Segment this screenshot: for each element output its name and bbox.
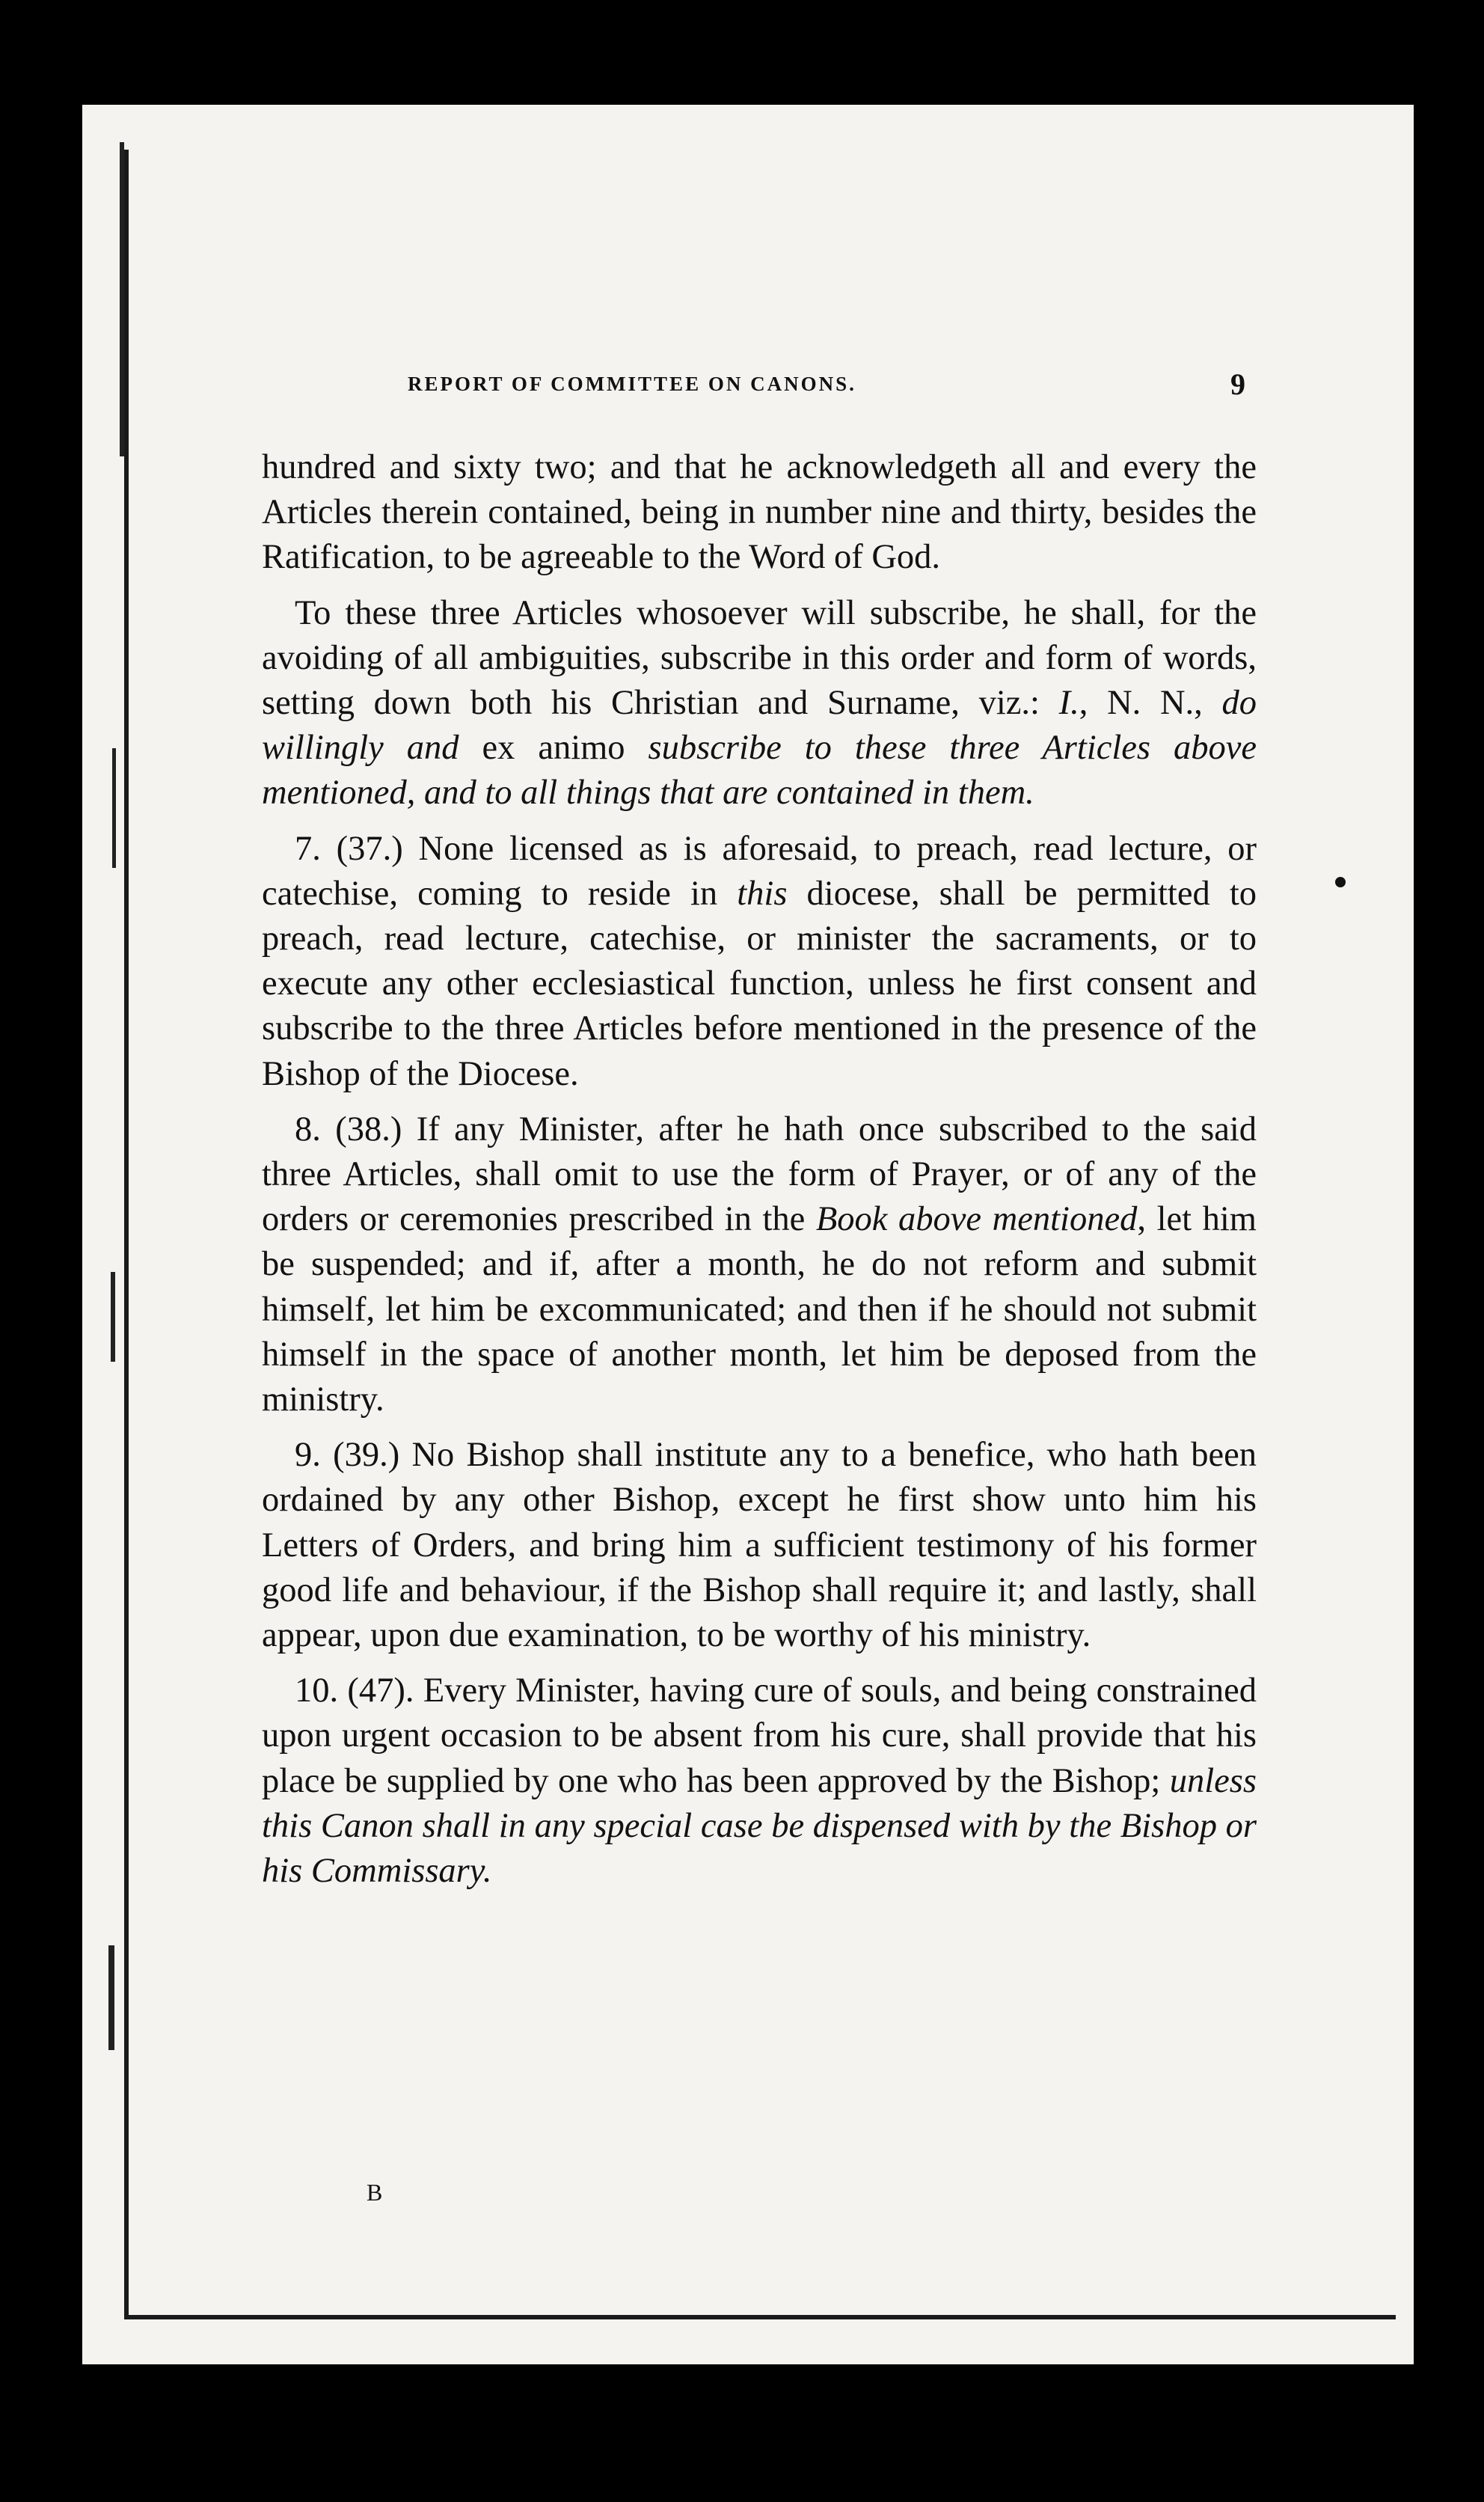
text-run: ex animo [459, 729, 649, 768]
italic-text: this [737, 874, 788, 913]
body-text [262, 445, 1257, 1904]
paragraph [262, 1668, 1257, 1894]
italic-text: unless this Canon shall in any special case be dispensed with by the Bishop or his Commissary. [262, 1761, 1257, 1891]
binding-mark [112, 748, 116, 868]
running-head: REPORT OF COMMITTEE ON CANONS. [408, 373, 856, 395]
binding-mark [111, 1272, 115, 1362]
signature-mark: B [367, 2179, 383, 2206]
text-run: 7. (37.) None licensed as is aforesaid, to preach, read lecture, or catechise, coming to reside in [262, 829, 1257, 913]
text-run: To these three Articles whosoever will subscribe, he shall, for the avoiding of all ambiguities, subscribe in this order and form of words, setting down both his Christian and Surname, viz.: [262, 593, 1257, 723]
text-run: hundred and sixty two; and that he acknowledgeth all and every the Articles therein contained, being in number nine and thirty, besides the Ratification, to be agreeable to the Word of God. [262, 448, 1257, 577]
ink-dot [1335, 877, 1346, 887]
text-run: , N. N., [1079, 684, 1222, 723]
binding-mark [108, 1945, 114, 2050]
italic-text: I. [1058, 684, 1079, 723]
text-run: 9. (39.) No Bishop shall institute any to a benefice, who hath been ordained by any other Bishop, except he first show unto him his Letters of Orders, and bring him a sufficient testimony of his former good life and behaviour, if the Bishop shall require it; and lastly, shall appear, upon due examination, to be worthy of his ministry. [262, 1436, 1257, 1655]
page-number: 9 [1230, 367, 1245, 401]
text-run: diocese, shall be permitted to preach, read lecture, catechise, or minister the sacraments, or to execute any other ecclesiastical function, unless he first consent and subscribe to the three Articles before mentioned in the presence of the Bishop of the Diocese. [262, 874, 1257, 1093]
page-header [408, 367, 1245, 412]
italic-text: Book above mentioned [815, 1200, 1138, 1239]
paragraph [262, 445, 1257, 581]
italic-text: do willingly and [262, 684, 1257, 768]
paragraph [262, 1107, 1257, 1422]
paragraph [262, 827, 1257, 1097]
text-run: 8. (38.) If any Minister, after he hath once subscribed to the said three Articles, shall omit to use the form of Prayer, or of any of the orders or ceremonies prescribed in the [262, 1110, 1257, 1239]
binding-mark [120, 142, 124, 456]
text-run: , let him be suspended; and if, after a month, he do not reform and submit himself, let him be excommunicated; and then if he should not submit himself in the space of another month, let him be deposed from the ministry. [262, 1200, 1257, 1419]
text-run: 10. (47). Every Minister, having cure of souls, and being constrained upon urgent occasion to be absent from his cure, shall provide that his place be supplied by one who has been approved by the Bishop; [262, 1671, 1257, 1800]
paragraph [262, 1433, 1257, 1658]
paragraph [262, 591, 1257, 816]
italic-text: subscribe to these three Articles above mentioned, and to all things that are contained in them. [262, 729, 1257, 813]
